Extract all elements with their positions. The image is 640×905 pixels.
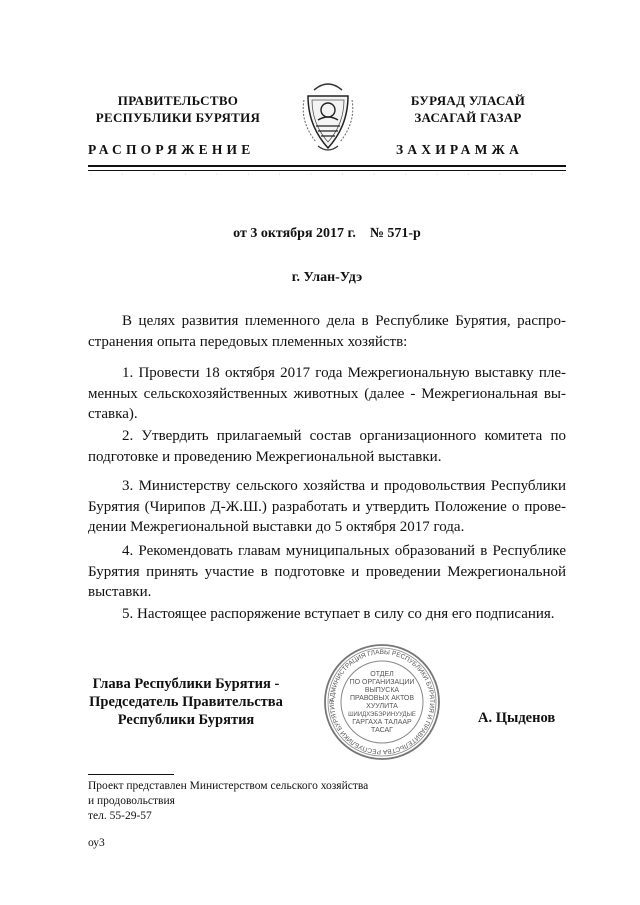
stamp-ring-text: АДМИНИСТРАЦИЯ ГЛАВЫ РЕСПУБЛИКИ БУРЯТИЯ И ПРАВИТЕЛЬСТВА РЕСПУБЛИКИ БУРЯТИЯ <box>328 648 436 756</box>
signatory-title <box>86 675 286 729</box>
signatory-name: А. Цыденов <box>478 710 556 726</box>
header-rule-thick <box>88 165 566 167</box>
org-name-russian <box>88 92 268 126</box>
signatory-title-line2: Председатель Правительства <box>89 694 283 710</box>
stamp-line-8: ТАСАГ <box>371 727 393 734</box>
stamp-line-5: ХУУЛИТА <box>366 703 398 710</box>
item-3-paragraph: 3. Министерству сельского хозяйства и продовольствия Республики Бурятия (Чирипов Д-Ж.Ш.) разработать и утвердить Положение о прове-дении Межрегиональной выставки до 5 октября 2017 года. <box>88 478 566 535</box>
order-date-number: от 3 октября 2017 г. № 571-р <box>233 226 421 241</box>
item-5-paragraph: 5. Настоящее распоряжение вступает в силу со дня его подписания. <box>122 606 555 622</box>
org-name-russian-line2: РЕСПУБЛИКИ БУРЯТИЯ <box>95 110 261 125</box>
doc-type-buryat: ЗАХИРАМЖА <box>396 142 524 157</box>
footnote-line2: и продовольствия <box>88 795 175 807</box>
stamp-line-4: ПРАВОВЫХ АКТОВ <box>349 695 415 702</box>
header-rule-thin <box>88 170 566 171</box>
footnote <box>88 779 368 824</box>
header-dotted-line: · · · · · · · · · · · · · · · · <box>90 172 564 178</box>
stamp-line-3: ВЫПУСКА <box>364 687 400 694</box>
stamp-line-2: ПО ОРГАНИЗАЦИИ <box>349 679 415 686</box>
stamp-line-1: ОТДЕЛ <box>370 671 394 678</box>
footnote-rule <box>88 774 174 775</box>
org-name-buryat <box>383 92 553 126</box>
order-city: г. Улан-Удэ <box>291 270 363 285</box>
org-name-buryat-line2: ЗАСАГАЙ ГАЗАР <box>414 110 522 125</box>
coat-of-arms-icon <box>296 76 360 156</box>
official-stamp <box>322 642 442 762</box>
signatory-title-line1: Глава Республики Бурятия - <box>92 676 280 692</box>
footnote-phone: тел. 55-29-57 <box>88 810 152 822</box>
footnote-line1: Проект представлен Министерством сельского хозяйства <box>88 780 369 792</box>
doc-type-russian: РАСПОРЯЖЕНИЕ <box>88 142 255 157</box>
item-2-paragraph: 2. Утвердить прилагаемый состав организационного комитета по подготовке и проведению Межрегиональной выставки. <box>88 428 566 465</box>
intro-paragraph: В целях развития племенного дела в Республике Бурятия, распро-странения опыта передовых племенных хозяйств: <box>88 313 566 350</box>
org-name-buryat-line1: БУРЯАД УЛАСАЙ <box>410 93 526 108</box>
org-name-russian-line1: ПРАВИТЕЛЬСТВО <box>117 93 239 108</box>
signatory-title-line3: Республики Бурятия <box>117 712 255 728</box>
stamp-line-6: ШИИДХЭБЭРИНУУДЫЕ <box>348 712 416 718</box>
item-4-paragraph: 4. Рекомендовать главам муниципальных образований в Республике Бурятия принять участие в подготовке и проведении Межрегиональной выставки. <box>88 543 566 600</box>
item-1-paragraph: 1. Провести 18 октября 2017 года Межрегиональную выставку пле-менных сельскохозяйственных животных (далее - Межрегиональная вы-ставка). <box>88 365 566 422</box>
stamp-line-7: ГАРГАХА ТАЛААР <box>352 719 412 726</box>
doc-code: оу3 <box>88 837 105 849</box>
